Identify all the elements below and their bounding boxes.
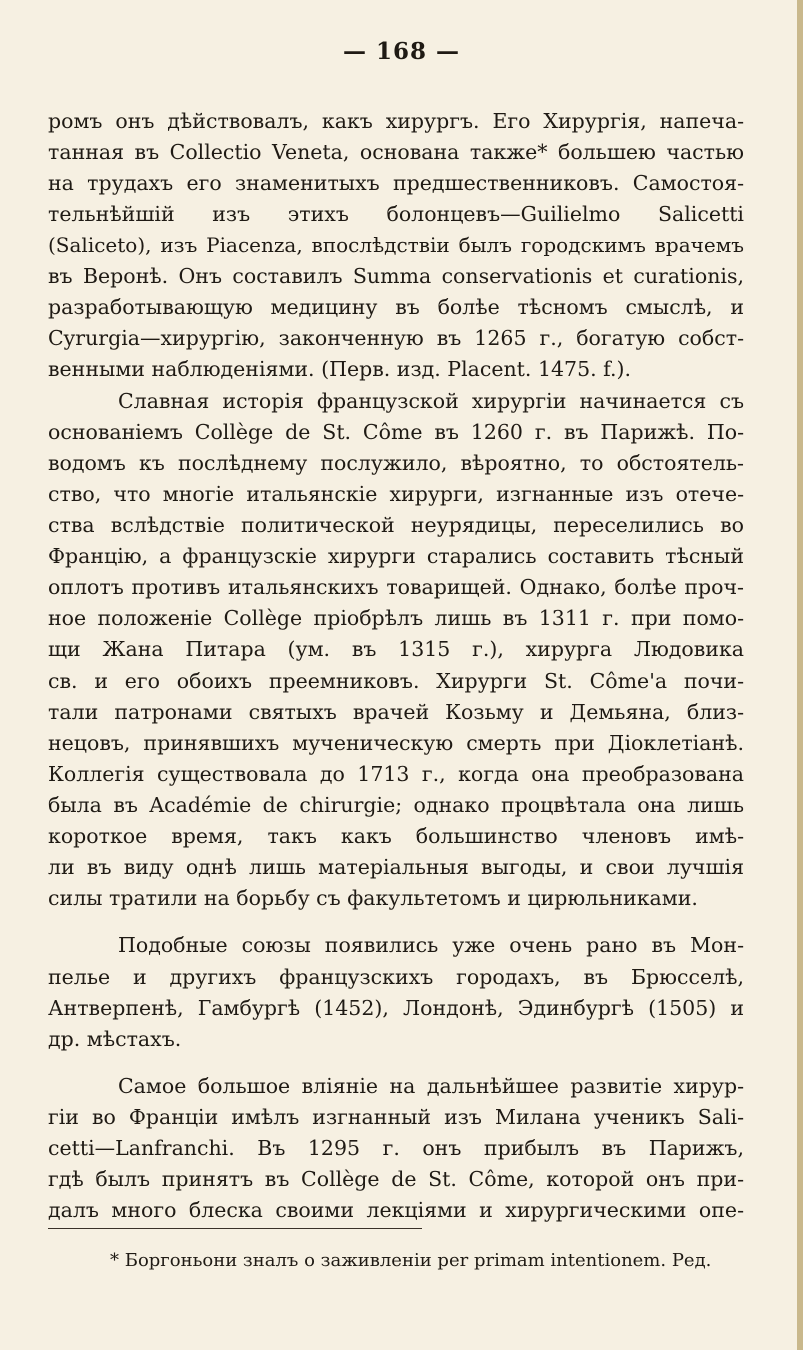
text-line: Подобные союзы появились уже очень рано въ Мон- — [118, 933, 744, 957]
text-line: оплотъ противъ итальянскихъ товарищей. Однако, болѣе проч- — [48, 575, 744, 599]
text-line: ное положеніе Collège пріобрѣлъ лишь въ 1311 г. при помо- — [48, 606, 744, 630]
text-line: основаніемъ Collège de St. Côme въ 1260 г. въ Парижѣ. По- — [48, 420, 744, 444]
text-line: ромъ онъ дѣйствовалъ, какъ хирургъ. Его Хирургія, напеча- — [48, 109, 744, 133]
text-line: венными наблюденіями. (Перв. изд. Placent. 1475. f.). — [48, 357, 632, 381]
text-line: короткое время, такъ какъ большинство членовъ имѣ- — [48, 824, 744, 848]
text-line: на трудахъ его знаменитыхъ предшественниковъ. Самостоя- — [48, 171, 744, 195]
text-line: силы тратили на борьбу съ факультетомъ и цирюльниками. — [48, 886, 698, 910]
text-line: Коллегія существовала до 1713 г., когда она преобразована — [48, 762, 744, 786]
text-line: тали патронами святыхъ врачей Козьму и Демьяна, близ- — [48, 700, 744, 724]
text-line: св. и его обоихъ преемниковъ. Хирурги St. Côme'а почи- — [48, 669, 744, 693]
text-line: разработывающую медицину въ болѣе тѣсномъ смыслѣ, и — [48, 295, 744, 319]
text-line: Францію, а французскіе хирурги старались составить тѣсный — [48, 544, 744, 568]
text-line: др. мѣстахъ. — [48, 1027, 182, 1051]
text-line: Славная исторія французской хирургіи начинается съ — [118, 389, 744, 413]
text-line: танная въ Collectio Veneta, основана также* большею частью — [48, 140, 744, 164]
text-line: ства вслѣдствіе политической неурядицы, переселились во — [48, 513, 744, 537]
text-line: гіи во Франціи имѣлъ изгнанный изъ Милана ученикъ Sali- — [48, 1105, 744, 1129]
text-line: нецовъ, принявшихъ мученическую смерть при Діоклетіанѣ. — [48, 731, 744, 755]
text-line: щи Жана Питара (ум. въ 1315 г.), хирурга Людовика — [48, 637, 744, 661]
text-line: Антверпенѣ, Гамбургѣ (1452), Лондонѣ, Эдинбургѣ (1505) и — [48, 996, 744, 1020]
text-line: Самое большое вліяніе на дальнѣйшее развитіе хирур- — [118, 1074, 744, 1098]
text-line: была въ Académie de chirurgie; однако процвѣтала она лишь — [48, 793, 744, 817]
text-line: cetti—Lanfranchi. Въ 1295 г. онъ прибылъ въ Парижъ, — [48, 1136, 744, 1160]
text-line: водомъ къ послѣднему послужило, вѣроятно, то обстоятель- — [48, 451, 744, 475]
text-line: ли въ виду однѣ лишь матеріальныя выгоды, и свои лучшія — [48, 855, 744, 879]
footnote: * Боргоньони зналъ о заживленіи per primam intentionem. Ред. — [110, 1250, 712, 1271]
text-line: (Saliceto), изъ Piacenza, впослѣдствіи былъ городскимъ врачемъ — [48, 233, 744, 257]
text-line: Cyrurgia—хирургію, законченную въ 1265 г., богатую собст- — [48, 326, 744, 350]
text-line: гдѣ былъ принятъ въ Collège de St. Côme, которой онъ при- — [48, 1167, 744, 1191]
page-number: — 168 — — [342, 38, 461, 65]
text-line: ство, что многіе итальянскіе хирурги, изгнанные изъ отече- — [48, 482, 744, 506]
footnote-rule — [48, 1228, 422, 1229]
text-line: тельнѣйшій изъ этихъ болонцевъ—Guilielmo Salicetti — [48, 202, 744, 226]
text-line: далъ много блеска своими лекціями и хирургическими опе- — [48, 1198, 744, 1222]
page-edge — [797, 0, 803, 1350]
text-line: пелье и другихъ французскихъ городахъ, въ Брюсселѣ, — [48, 965, 744, 989]
text-line: въ Веронѣ. Онъ составилъ Summa conservationis et curationis, — [48, 264, 744, 288]
